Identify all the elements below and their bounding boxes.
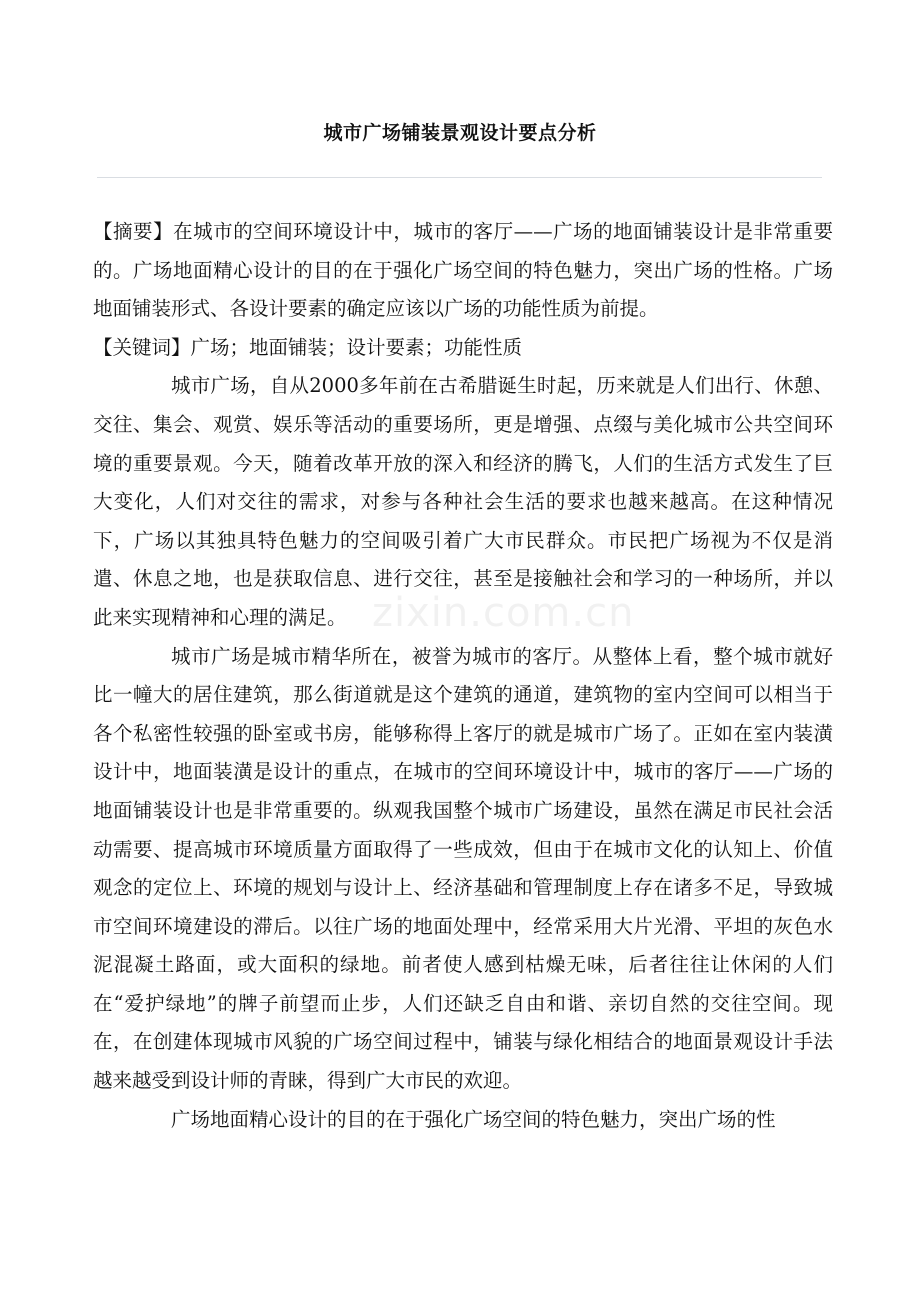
title-divider <box>97 177 822 178</box>
body-paragraph-1: 城市广场，自从2000多年前在古希腊诞生时起，历来就是人们出行、休憩、交往、集会、观赏、娱乐等活动的重要场所，更是增强、点缀与美化城市公共空间环境的重要景观。今天，随着改革开放的深入和经济的腾飞，人们的生活方式发生了巨大变化，人们对交往的需求，对参与各种社会生活的要求也越来越高。在这种情况下，广场以其独具特色魅力的空间吸引着广大市民群众。市民把广场视为不仅是消遣、休息之地，也是获取信息、进行交往，甚至是接触社会和学习的一种场所，并以此来实现精神和心理的满足。 <box>93 374 833 629</box>
document-title: 城市广场铺装景观设计要点分析 <box>323 122 597 144</box>
body-paragraph-3: 广场地面精心设计的目的在于强化广场空间的特色魅力，突出广场的性 <box>171 1107 776 1131</box>
abstract-paragraph: 【摘要】在城市的空间环境设计中，城市的客厅——广场的地面铺装设计是非常重要的。广场地面精心设计的目的在于强化广场空间的特色魅力，突出广场的性格。广场地面铺装形式、各设计要素的确定应该以广场的功能性质为前提。 <box>93 220 833 321</box>
document-body <box>93 213 833 1139</box>
keywords-paragraph: 【关键词】广场；地面铺装；设计要素；功能性质 <box>93 335 523 359</box>
body-paragraph-2: 城市广场是城市精华所在，被誉为城市的客厅。从整体上看，整个城市就好比一幢大的居住建筑，那么街道就是这个建筑的通道，建筑物的室内空间可以相当于各个私密性较强的卧室或书房，能够称得上客厅的就是城市广场了。正如在室内装潢设计中，地面装潢是设计的重点，在城市的空间环境设计中，城市的客厅——广场的地面铺装设计也是非常重要的。纵观我国整个城市广场建设，虽然在满足市民社会活动需要、提高城市环境质量方面取得了一些成效，但由于在城市文化的认知上、价值观念的定位上、环境的规划与设计上、经济基础和管理制度上存在诸多不足，导致城市空间环境建设的滞后。以往广场的地面处理中，经常采用大片光滑、平坦的灰色水泥混凝土路面，或大面积的绿地。前者使人感到枯燥无味，后者往往让休闲的人们在“爱护绿地”的牌子前望而止步，人们还缺乏自由和谐、亲切自然的交往空间。现在，在创建体现城市风貌的广场空间过程中，铺装与绿化相结合的地面景观设计手法越来越受到设计师的青睐，得到广大市民的欢迎。 <box>93 644 833 1093</box>
watermark-text: zixin.com.cn <box>372 590 635 636</box>
